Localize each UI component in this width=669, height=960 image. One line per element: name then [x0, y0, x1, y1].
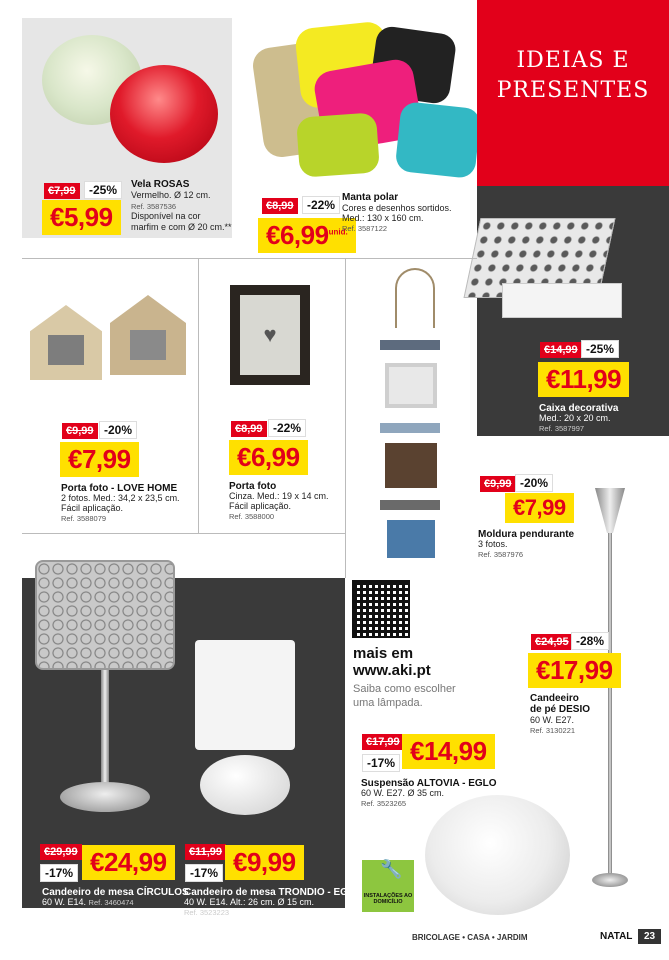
love-home-desc: 2 fotos. Med.: 34,2 x 23,5 cm. [61, 493, 180, 503]
home-installation-badge [362, 860, 414, 912]
caixa-price: €11,99 [538, 362, 629, 397]
blanket-image [258, 25, 478, 185]
altovia-ref: Ref. 3523265 [361, 799, 407, 808]
altovia-price: €14,99 [402, 734, 495, 769]
footer-section-name: NATAL [600, 931, 633, 942]
caixa-ref: Ref. 3587997 [539, 424, 585, 433]
trondio-old-price: €11,99 [185, 844, 226, 860]
promo-line-3: Saiba como escolher [353, 683, 456, 695]
desio-old-price: €24,95 [531, 634, 573, 650]
love-home-title: Porta foto - LOVE HOME [61, 483, 178, 494]
floor-lamp-image [590, 488, 630, 898]
trondio-title: Candeeiro de mesa TRONDIO - EGLO [184, 887, 362, 898]
vela-desc-3: marfim e com Ø 20 cm.** [131, 222, 232, 232]
wrench-icon: 🔧 [380, 859, 403, 879]
trondio-desc: 40 W. E14. Alt.: 26 cm. Ø 15 cm. [184, 897, 315, 907]
promo-link[interactable]: www.aki.pt [353, 662, 431, 679]
love-home-frame-image [30, 285, 190, 385]
circulos-lamp-image [35, 560, 175, 820]
vela-old-price: €7,99 [44, 183, 80, 199]
desio-title-2: de pé DESIO [530, 704, 591, 715]
love-home-desc-2: Fácil aplicação. [61, 503, 124, 513]
vela-ref: Ref. 3587536 [131, 202, 177, 211]
trondio-lamp-image [190, 640, 300, 820]
manta-desc-2: Med.: 130 x 160 cm. [342, 213, 424, 223]
moldura-discount: -20% [515, 474, 553, 492]
vela-discount: -25% [84, 181, 122, 199]
divider [22, 533, 345, 534]
porta-foto-desc-2: Fácil aplicação. [229, 501, 292, 511]
love-home-discount: -20% [99, 421, 137, 439]
photo-frame-image: ♥ [230, 285, 310, 385]
divider [345, 258, 346, 578]
moldura-desc: 3 fotos. [478, 539, 508, 549]
qr-code[interactable] [352, 580, 410, 638]
caixa-discount: -25% [581, 340, 619, 358]
altovia-desc: 60 W. E27. Ø 35 cm. [361, 788, 445, 798]
trondio-discount: -17% [185, 864, 223, 882]
desio-title: Candeeiro [530, 693, 579, 704]
manta-old-price: €8,99 [262, 198, 298, 214]
installation-badge-label: INSTALAÇÕES AO DOMICÍLIO [363, 893, 413, 905]
page-number: 23 [638, 929, 661, 944]
porta-foto-ref: Ref. 3588000 [229, 512, 275, 521]
altovia-title: Suspensão ALTOVIA - EGLO [361, 778, 497, 789]
manta-discount: -22% [302, 196, 340, 214]
porta-foto-discount: -22% [268, 419, 306, 437]
trondio-price: €9,99 [225, 845, 304, 880]
section-title: IDEIAS E PRESENTES [496, 48, 650, 103]
moldura-ref: Ref. 3587976 [478, 550, 524, 559]
moldura-title: Moldura pendurante [478, 529, 575, 540]
manta-desc: Cores e desenhos sortidos. [342, 203, 452, 213]
divider [22, 258, 477, 259]
moldura-old-price: €9,99 [480, 476, 516, 492]
porta-foto-desc: Cinza. Med.: 19 x 14 cm. [229, 491, 329, 501]
altovia-discount: -17% [362, 754, 400, 772]
caixa-desc: Med.: 20 x 20 cm. [539, 413, 611, 423]
box-image [462, 198, 622, 318]
altovia-old-price: €17,99 [362, 734, 404, 750]
candle-image-red [110, 65, 218, 163]
trondio-ref: Ref. 3523223 [184, 908, 230, 917]
circulos-discount: -17% [40, 864, 78, 882]
vela-desc-2: Disponível na cor [131, 211, 201, 221]
manta-ref: Ref. 3587122 [342, 224, 388, 233]
porta-foto-price: €6,99 [229, 440, 308, 475]
manta-title: Manta polar [342, 192, 399, 203]
vela-desc: Vermelho. Ø 12 cm. [131, 190, 211, 200]
desio-discount: -28% [571, 632, 609, 650]
circulos-price: €24,99 [82, 845, 175, 880]
desio-desc: 60 W. E27. [530, 715, 575, 725]
suspension-lamp-image [425, 795, 570, 915]
desio-price: €17,99 [528, 653, 621, 688]
caixa-old-price: €14,99 [540, 342, 582, 358]
promo-line-1: mais em [353, 645, 414, 662]
promo-line-4: uma lâmpada. [353, 697, 423, 709]
love-home-old-price: €9,99 [62, 423, 98, 439]
love-home-price: €7,99 [60, 442, 139, 477]
footer-sections: BRICOLAGE • CASA • JARDIM [412, 933, 528, 942]
circulos-title: Candeeiro de mesa CÍRCULOS [42, 887, 189, 898]
porta-foto-title: Porta foto [229, 481, 277, 492]
porta-foto-old-price: €8,99 [231, 421, 267, 437]
vela-price: €5,99 [42, 200, 121, 235]
vela-title: Vela ROSAS [131, 179, 190, 190]
caixa-title: Caixa decorativa [539, 403, 619, 414]
love-home-ref: Ref. 3588079 [61, 514, 107, 523]
circulos-desc: 60 W. E14. Ref. 3460474 [42, 897, 134, 907]
divider [198, 258, 199, 533]
manta-price: $€6,99^{unid.}$ [258, 218, 356, 253]
hanging-frame-image [375, 268, 455, 568]
desio-ref: Ref. 3130221 [530, 726, 576, 735]
circulos-old-price: €29,99 [40, 844, 82, 860]
moldura-price: €7,99 [505, 493, 574, 523]
